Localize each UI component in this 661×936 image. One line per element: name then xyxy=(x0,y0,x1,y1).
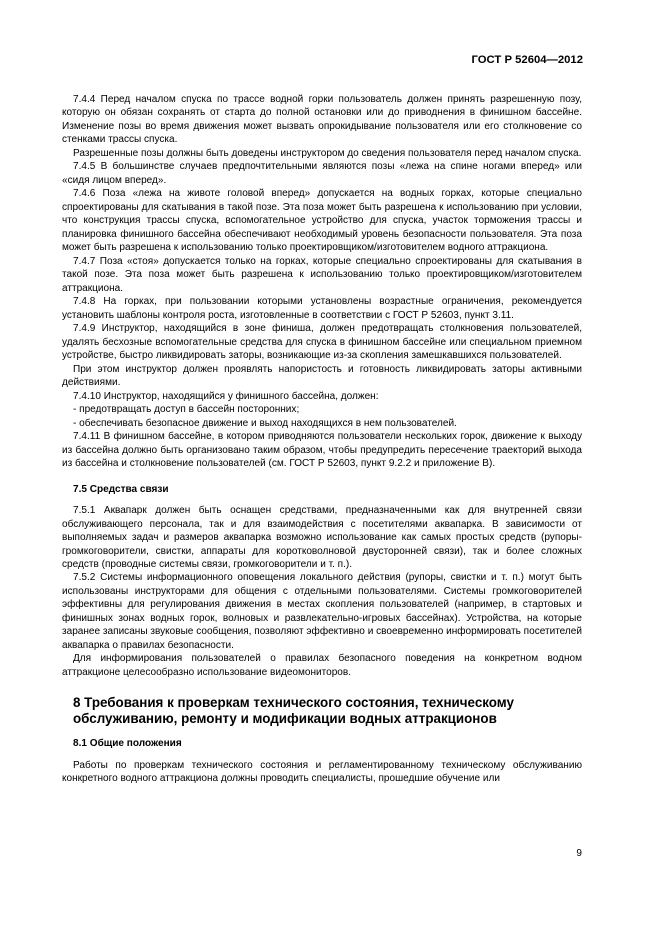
section-heading-8-1: 8.1 Общие положения xyxy=(73,738,182,750)
page-number: 9 xyxy=(576,848,582,859)
paragraph-7-5-1: 7.5.1 Аквапарк должен быть оснащен средствами, предназначенными как для внутренней связи обслуживающего персонала, так и для взаимодействия с посетителями аквапарка. В зависимости от выполняемых задач и размеров аквапарка возможно использование как самых простых средств (рупоры-громкоговорители, свистки, аппараты для коротковолновой двусторонней связи), так и более сложных средств (проводные системы связи, громкоговорители и т. п.). xyxy=(62,505,582,570)
paragraph-7-4-4: 7.4.4 Перед началом спуска по трассе водной горки пользователь должен принять разрешенную позу, которую он обязан сохранять от старта до полной остановки или до приводнения в финишном бассейне. Изменение позы во время движения может вызвать опрокидывание пользователя или его столкновение со стенками трассы спуска. xyxy=(62,94,582,146)
paragraph-video-monitors: Для информирования пользователей о правилах безопасного поведения на конкретном водном аттракционе целесообразно использование видеомониторов. xyxy=(62,653,582,678)
paragraph-7-4-9: 7.4.9 Инструктор, находящийся в зоне финиша, должен предотвращать столкновения пользователей, удалять бесхозные вспомогательные средства для спуска в финишном бассейне или специальном приемном устройстве, быстро ликвидировать заторы, возникающие из-за скопления замешкавшихся пользователей. xyxy=(62,323,582,362)
paragraph-7-4-7: 7.4.7 Поза «стоя» допускается только на горках, которые специально спроектированы для скатывания в такой позе. Эта поза может быть разрешена к использованию только проектировщиком/изготовителем аттракциона. xyxy=(62,255,582,294)
section-heading-8: 8 Требования к проверкам технического состояния, техническому обслуживанию, ремонту и модификации водных аттракционов xyxy=(73,695,514,727)
paragraph-7-4-8: 7.4.8 На горках, при пользовании которыми установлены возрастные ограничения, рекомендуется установить шаблоны контроля роста, изготовленные в соответствии с ГОСТ Р 52603, пункт 3.11. xyxy=(62,296,582,321)
paragraph-allowed-poses: Разрешенные позы должны быть доведены инструктором до сведения пользователя перед началом спуска. xyxy=(73,147,582,159)
page-body xyxy=(62,93,582,786)
paragraph-7-4-10: 7.4.10 Инструктор, находящийся у финишного бассейна, должен: xyxy=(73,390,379,402)
list-item-safe-movement: - обеспечивать безопасное движение и выход находящихся в нем пользователей. xyxy=(73,417,457,429)
paragraph-7-4-6: 7.4.6 Поза «лежа на животе головой вперед» допускается на водных горках, которые специально спроектированы для скатывания в такой позе. Эта поза может быть разрешена к использованию при условии, что конструкция трассы спуска, вспомогательное устройство для спуска, участок торможения трассы и планировка финишного бассейна обеспечивают необходимый уровень безопасности пользователя. Эта поза может быть разрешена к использованию только проектировщиком/изготовителем водного аттракциона. xyxy=(62,188,582,254)
paragraph-8-1-intro: Работы по проверкам технического состояния и регламентированному техническому обслуживанию конкретного водного аттракциона должны проводить специалисты, прошедшие обучение или xyxy=(62,759,582,785)
list-item-prevent-access: - предотвращать доступ в бассейн посторонних; xyxy=(73,404,300,416)
paragraph-7-5-2: 7.5.2 Системы информационного оповещения локального действия (рупоры, свистки и т. п.) могут быть использованы инструкторами для общения с отдельными пользователями. Системы громкоговорителей эффективны для регулирования движения в местах скопления пользователей (например, в стартовых и финишных зонах водных горок, волновых и развлекательно-игровых бассейнах). Устройства, на которые заранее записаны звуковые сообщения, позволяют эффективно и своевременно информировать посетителей аквапарка о правилах безопасности. xyxy=(62,572,582,651)
paragraph-instructor-assertive: При этом инструктор должен проявлять напористость и готовность ликвидировать заторы активными действиями. xyxy=(62,363,582,389)
document-code-header: ГОСТ Р 52604—2012 xyxy=(471,54,583,66)
paragraph-7-4-11: 7.4.11 В финишном бассейне, в котором приводняются пользователи нескольких горок, движение к выходу из бассейна должно быть организовано таким образом, чтобы предупредить пересечение траекторий выхода из бассейна и столкновение пользователей (см. ГОСТ Р 52603, пункт 9.2.2 и приложение В). xyxy=(62,431,582,470)
section-heading-7-5: 7.5 Средства связи xyxy=(73,483,169,495)
paragraph-7-4-5: 7.4.5 В большинстве случаев предпочтительными являются позы «лежа на спине ногами вперед» или «сидя лицом вперед». xyxy=(62,161,582,186)
